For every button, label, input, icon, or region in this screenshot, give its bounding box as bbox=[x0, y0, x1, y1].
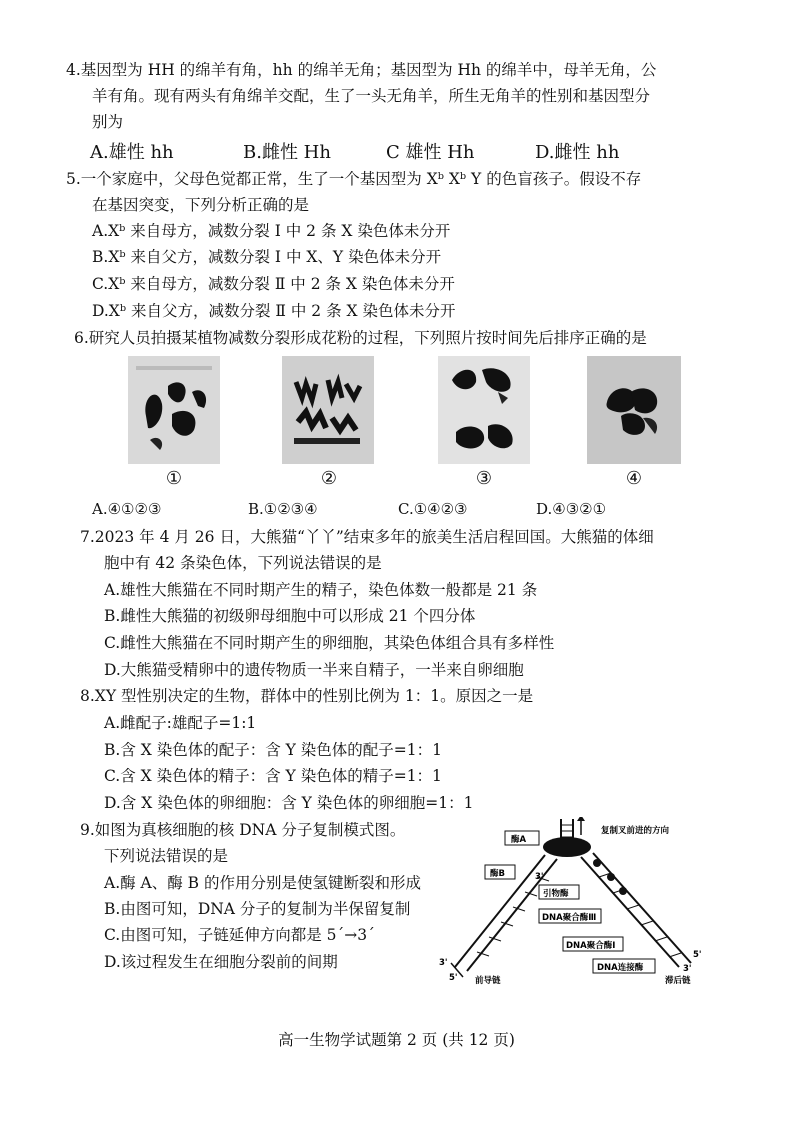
micrograph-3 bbox=[438, 356, 530, 464]
q5-option-b: B.Xᵇ 来自父方，减数分裂 Ⅰ 中 X、Y 染色体未分开 bbox=[92, 248, 442, 266]
q7-option-c: C.雌性大熊猫在不同时期产生的卵细胞，其染色体组合具有多样性 bbox=[104, 634, 555, 652]
end-5-left: 5' bbox=[449, 973, 458, 983]
q5-option-c: C.Xᵇ 来自母方，减数分裂 Ⅱ 中 2 条 X 染色体未分开 bbox=[92, 275, 455, 293]
photo-label-3: ③ bbox=[475, 468, 493, 489]
q8-option-d: D.含 X 染色体的卵细胞：含 Y 染色体的卵细胞=1：1 bbox=[104, 794, 474, 812]
q6-option-c: C.①④②③ bbox=[398, 500, 468, 518]
q7-stem-line-1: 7.2023 年 4 月 26 日，大熊猫“丫丫”结束多年的旅美生活启程回国。大熊猫的体细 bbox=[80, 528, 654, 546]
photo-label-2: ② bbox=[320, 468, 338, 489]
primase-label: 引物酶 bbox=[543, 889, 569, 899]
q5-stem-line-2: 在基因突变，下列分析正确的是 bbox=[92, 196, 310, 214]
dna-replication-diagram bbox=[435, 817, 705, 996]
q4-option-c: C 雄性 Hh bbox=[386, 142, 475, 163]
enzyme-a-label: 酶A bbox=[511, 835, 527, 845]
q9-stem-line-1: 9.如图为真核细胞的核 DNA 分子复制模式图。 bbox=[80, 821, 406, 839]
q4-stem-line-3: 别为 bbox=[92, 113, 124, 131]
q9-stem-line-2: 下列说法错误的是 bbox=[104, 847, 229, 865]
q9-option-b: B.由图可知，DNA 分子的复制为半保留复制 bbox=[104, 900, 411, 918]
end-3-mid: 3' bbox=[535, 872, 544, 882]
q7-option-d: D.大熊猫受精卵中的遗传物质一半来自精子，一半来自卵细胞 bbox=[104, 661, 524, 679]
q9-option-a: A.酶 A、酶 B 的作用分别是使氢键断裂和形成 bbox=[104, 874, 421, 892]
q6-option-b: B.①②③④ bbox=[248, 500, 318, 518]
q6-option-d: D.④③②① bbox=[536, 500, 607, 518]
enzyme-b-label: 酶B bbox=[490, 869, 505, 879]
leading-strand-label: 前导链 bbox=[475, 976, 501, 986]
q4-stem-line-2: 羊有角。现有两头有角绵羊交配，生了一头无角羊，所生无角羊的性别和基因型分 bbox=[92, 87, 651, 105]
q9-option-c: C.由图可知，子链延伸方向都是 5´→3´ bbox=[104, 926, 375, 944]
dna-pol3-label: DNA聚合酶Ⅲ bbox=[542, 913, 597, 923]
q8-option-c: C.含 X 染色体的精子：含 Y 染色体的精子=1：1 bbox=[104, 767, 442, 785]
q4-option-b: B.雌性 Hh bbox=[243, 142, 331, 163]
dna-ligase-label: DNA连接酶 bbox=[597, 963, 644, 973]
micrograph-2 bbox=[282, 356, 374, 464]
q4-stem-line-1: 4.基因型为 HH 的绵羊有角，hh 的绵羊无角；基因型为 Hh 的绵羊中，母羊无角，公 bbox=[66, 61, 657, 79]
photo-label-1: ① bbox=[165, 468, 183, 489]
q8-option-a: A.雌配子:雄配子=1:1 bbox=[104, 714, 257, 732]
micrograph-4 bbox=[587, 356, 681, 464]
end-3-left: 3' bbox=[439, 958, 448, 968]
photo-label-4: ④ bbox=[625, 468, 643, 489]
q7-stem-line-2: 胞中有 42 条染色体，下列说法错误的是 bbox=[104, 554, 382, 572]
q8-stem: 8.XY 型性别决定的生物，群体中的性别比例为 1：1。原因之一是 bbox=[80, 687, 534, 705]
q9-option-d: D.该过程发生在细胞分裂前的间期 bbox=[104, 953, 338, 971]
q4-option-a: A.雄性 hh bbox=[90, 142, 174, 163]
q5-option-d: D.Xᵇ 来自父方，减数分裂 Ⅱ 中 2 条 X 染色体未分开 bbox=[92, 302, 456, 320]
enzyme-a-shape bbox=[543, 837, 591, 857]
fork-direction-label: 复制叉前进的方向 bbox=[601, 826, 670, 836]
lagging-strand-label: 滞后链 bbox=[665, 976, 691, 986]
micrograph-1 bbox=[128, 356, 220, 464]
end-3-right: 3' bbox=[683, 964, 692, 974]
q7-option-b: B.雌性大熊猫的初级卵母细胞中可以形成 21 个四分体 bbox=[104, 607, 476, 625]
q8-option-b: B.含 X 染色体的配子：含 Y 染色体的配子=1：1 bbox=[104, 741, 443, 759]
q6-option-a: A.④①②③ bbox=[92, 500, 162, 518]
q5-stem-line-1: 5.一个家庭中，父母色觉都正常，生了一个基因型为 Xᵇ Xᵇ Y 的色盲孩子。假设不存 bbox=[66, 170, 642, 188]
q5-option-a: A.Xᵇ 来自母方，减数分裂 Ⅰ 中 2 条 X 染色体未分开 bbox=[92, 222, 451, 240]
end-5-right: 5' bbox=[693, 950, 702, 960]
q7-option-a: A.雄性大熊猫在不同时期产生的精子，染色体数一般都是 21 条 bbox=[104, 581, 538, 599]
q6-stem: 6.研究人员拍摄某植物减数分裂形成花粉的过程，下列照片按时间先后排序正确的是 bbox=[74, 329, 647, 347]
q4-option-d: D.雌性 hh bbox=[535, 142, 620, 163]
page-footer: 高一生物学试题第 2 页 (共 12 页) bbox=[278, 1031, 515, 1049]
dna-pol1-label: DNA聚合酶Ⅰ bbox=[566, 941, 616, 951]
